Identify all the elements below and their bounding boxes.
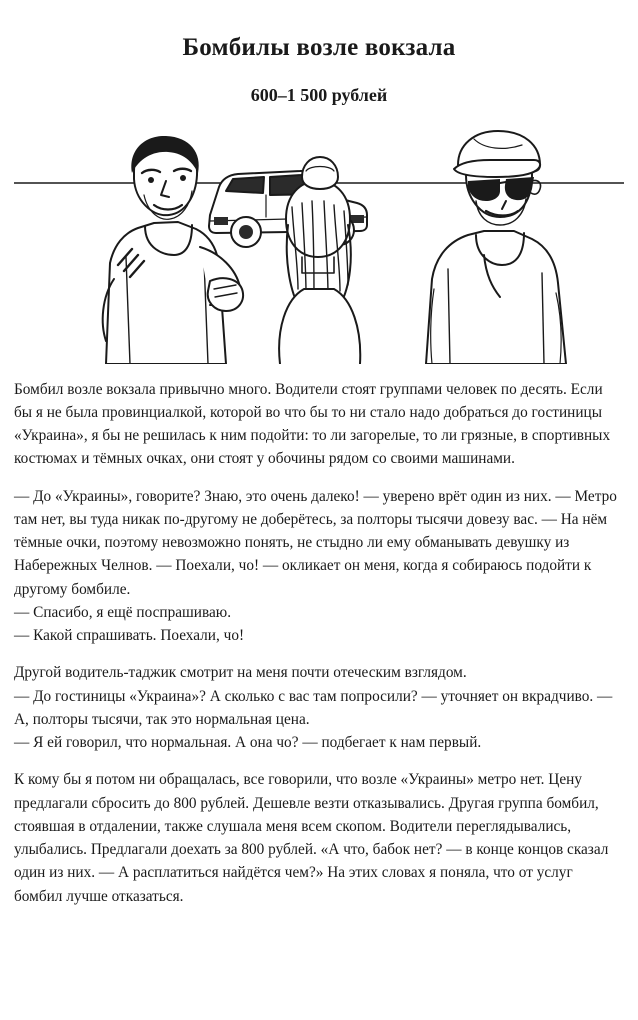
paragraph-6: — До гостиницы «Украина»? А сколько с вас там попросили? — уточняет он вкрадчиво. — А, полторы тысячи, так это нормальная цена.: [14, 687, 613, 728]
paragraph-7: — Я ей говорил, что нормальная. А она чо? — подбегает к нам первый.: [14, 734, 482, 752]
page-subtitle: 600–1 500 рублей: [250, 85, 388, 105]
paragraph-2: — До «Украины», говорите? Знаю, это очень далеко! — уверено врёт один из них. — Метро там нет, вы туда никак по-другому не доберётесь, за полторы тысячи довезу вас. — На нём тёмные очки, поэтому невозможно понять, не стыдно ли ему обманывать девушку из Набережных Челнов. — Поехали, чо! — окликает он меня, когда я собираюсь подойти к другому бомбиле.: [14, 487, 617, 598]
article-body: [14, 364, 624, 908]
page-title: Бомбилы возле вокзала: [182, 34, 456, 61]
paragraph-5: Другой водитель-таджик смотрит на меня почти отеческим взглядом.: [14, 664, 467, 682]
illustration-svg: [14, 129, 624, 364]
illustration-street-drivers-and-car: [14, 129, 624, 364]
paragraph-3: — Спасибо, я ещё поспрашиваю.: [14, 603, 232, 621]
paragraph-8: К кому бы я потом ни обращалась, все говорили, что возле «Украины» метро нет. Цену предлагали сбросить до 800 рублей. Дешевле везти отказывались. Другая группа бомбил, стоявшая в отдалении, также слушала меня всем скопом. Водители переглядывались, улыбались. Предлагали доехать за 800 рублей. «А что, бабок нет? — в конце концов сказал один из них. — А расплатиться найдётся чем?» На этих словах я поняла, что от услуг бомбил лучше отказаться.: [14, 771, 609, 905]
paragraph-4: — Какой спрашивать. Поехали, чо!: [14, 627, 245, 645]
paragraph-1: Бомбил возле вокзала привычно много. Водители стоят группами человек по десять. Если бы я не была провинциалкой, которой во что бы то ни стало надо добраться до гостиницы «Украина», я бы не решилась к ним подойти: то ли загорелые, то ли грязные, в спортивных костюмах и тёмных очках, они стоят у обочины рядом со своими машинами.: [14, 380, 611, 468]
